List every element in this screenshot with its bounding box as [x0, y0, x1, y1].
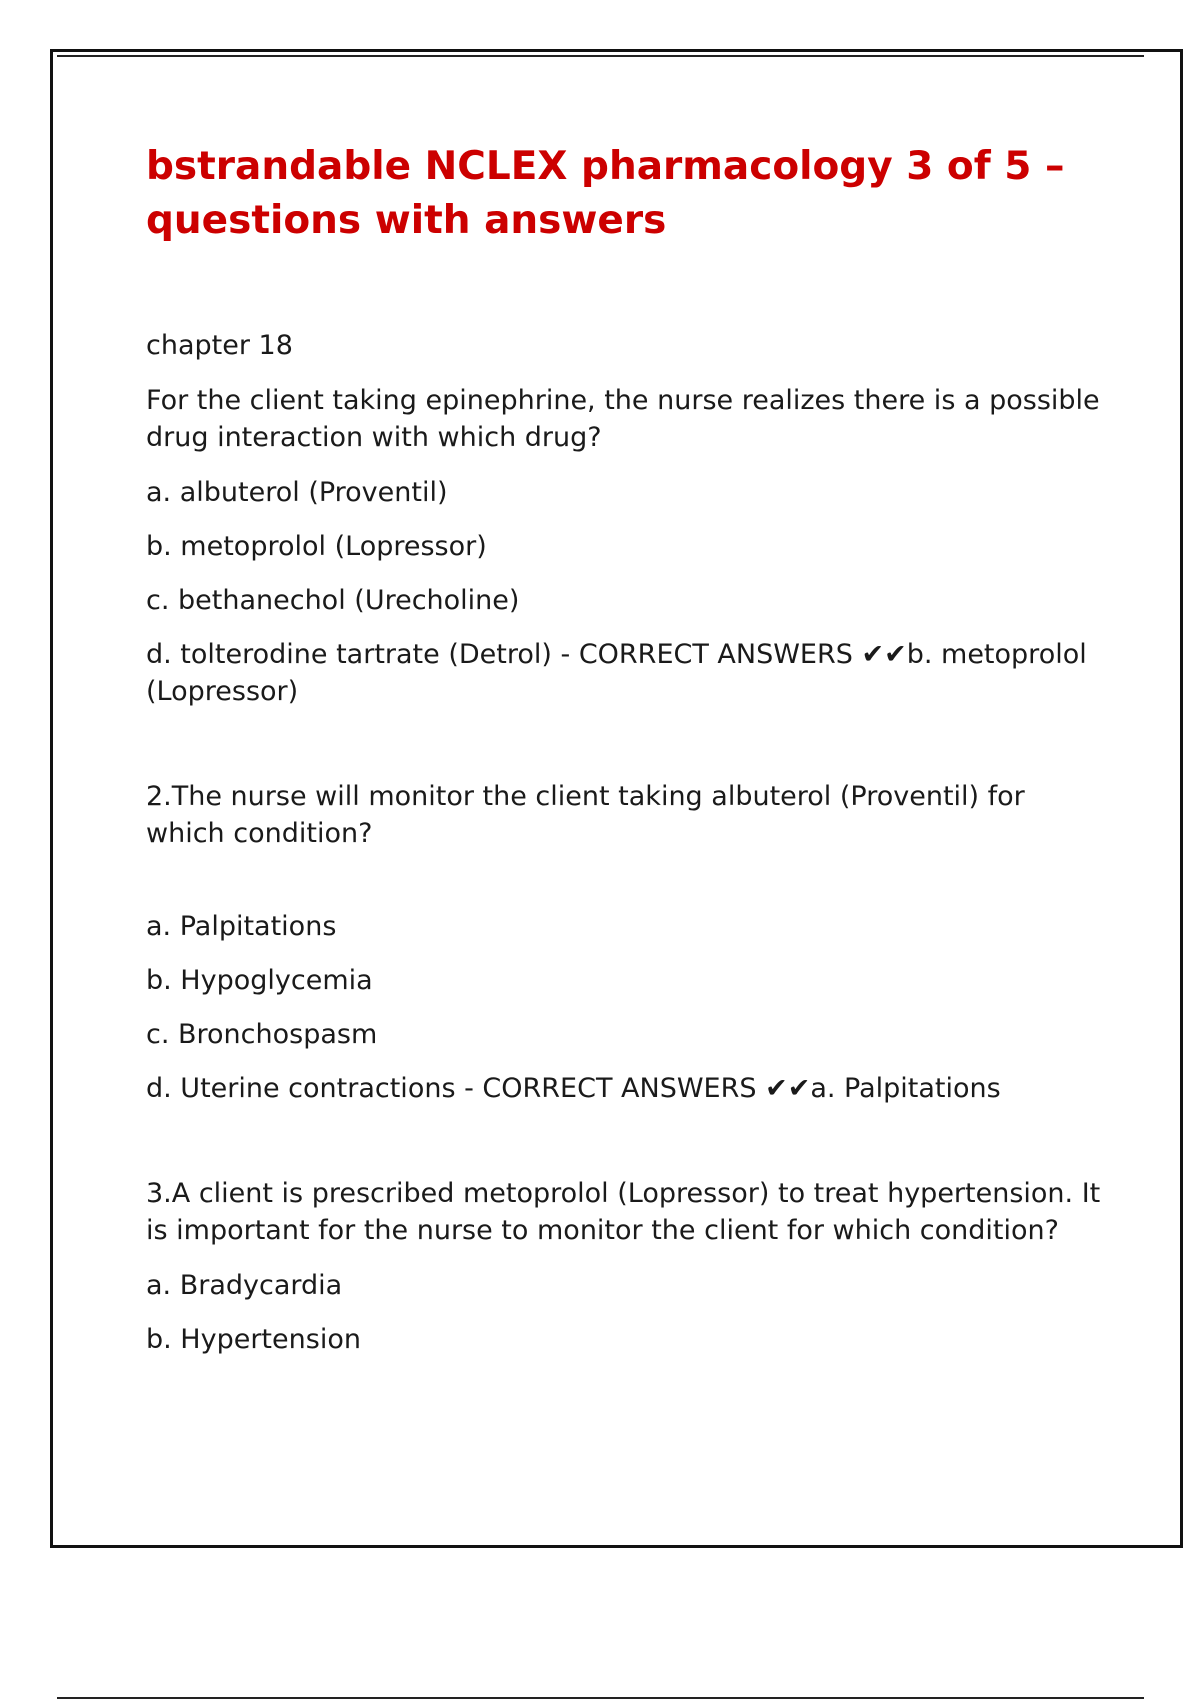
answer-option: b. metoprolol (Lopressor): [146, 531, 487, 562]
document-title: bstrandable NCLEX pharmacology 3 of 5 – questions with answers: [146, 144, 1065, 243]
chapter-label: chapter 18: [146, 330, 293, 361]
question-3: [146, 1175, 1106, 1358]
document-content: [146, 140, 1106, 1358]
answer-option-with-correct-answer: d. Uterine contractions - CORRECT ANSWERS ✔✔a. Palpitations: [146, 1073, 1001, 1104]
question-text: 3.A client is prescribed metoprolol (Lopressor) to treat hypertension. It is important for the nurse to monitor the client for which condition?: [146, 1178, 1101, 1246]
answer-option: c. bethanechol (Urecholine): [146, 585, 520, 616]
answer-option: b. Hypoglycemia: [146, 965, 373, 996]
answer-option: b. Hypertension: [146, 1324, 361, 1355]
answer-option: a. albuterol (Proventil): [146, 477, 448, 508]
answer-option: a. Palpitations: [146, 911, 337, 942]
answer-option: c. Bronchospasm: [146, 1019, 378, 1050]
answer-option: a. Bradycardia: [146, 1270, 343, 1301]
question-text: For the client taking epinephrine, the nurse realizes there is a possible drug interaction with which drug?: [146, 385, 1100, 453]
bottom-rule: [57, 1697, 1144, 1699]
answer-option-with-correct-answer: d. tolterodine tartrate (Detrol) - CORRECT ANSWERS ✔✔b. metoprolol (Lopressor): [146, 639, 1087, 707]
question-1: [146, 382, 1106, 710]
question-text: 2.The nurse will monitor the client taking albuterol (Proventil) for which condition?: [146, 781, 1025, 849]
question-2: [146, 778, 1106, 1107]
